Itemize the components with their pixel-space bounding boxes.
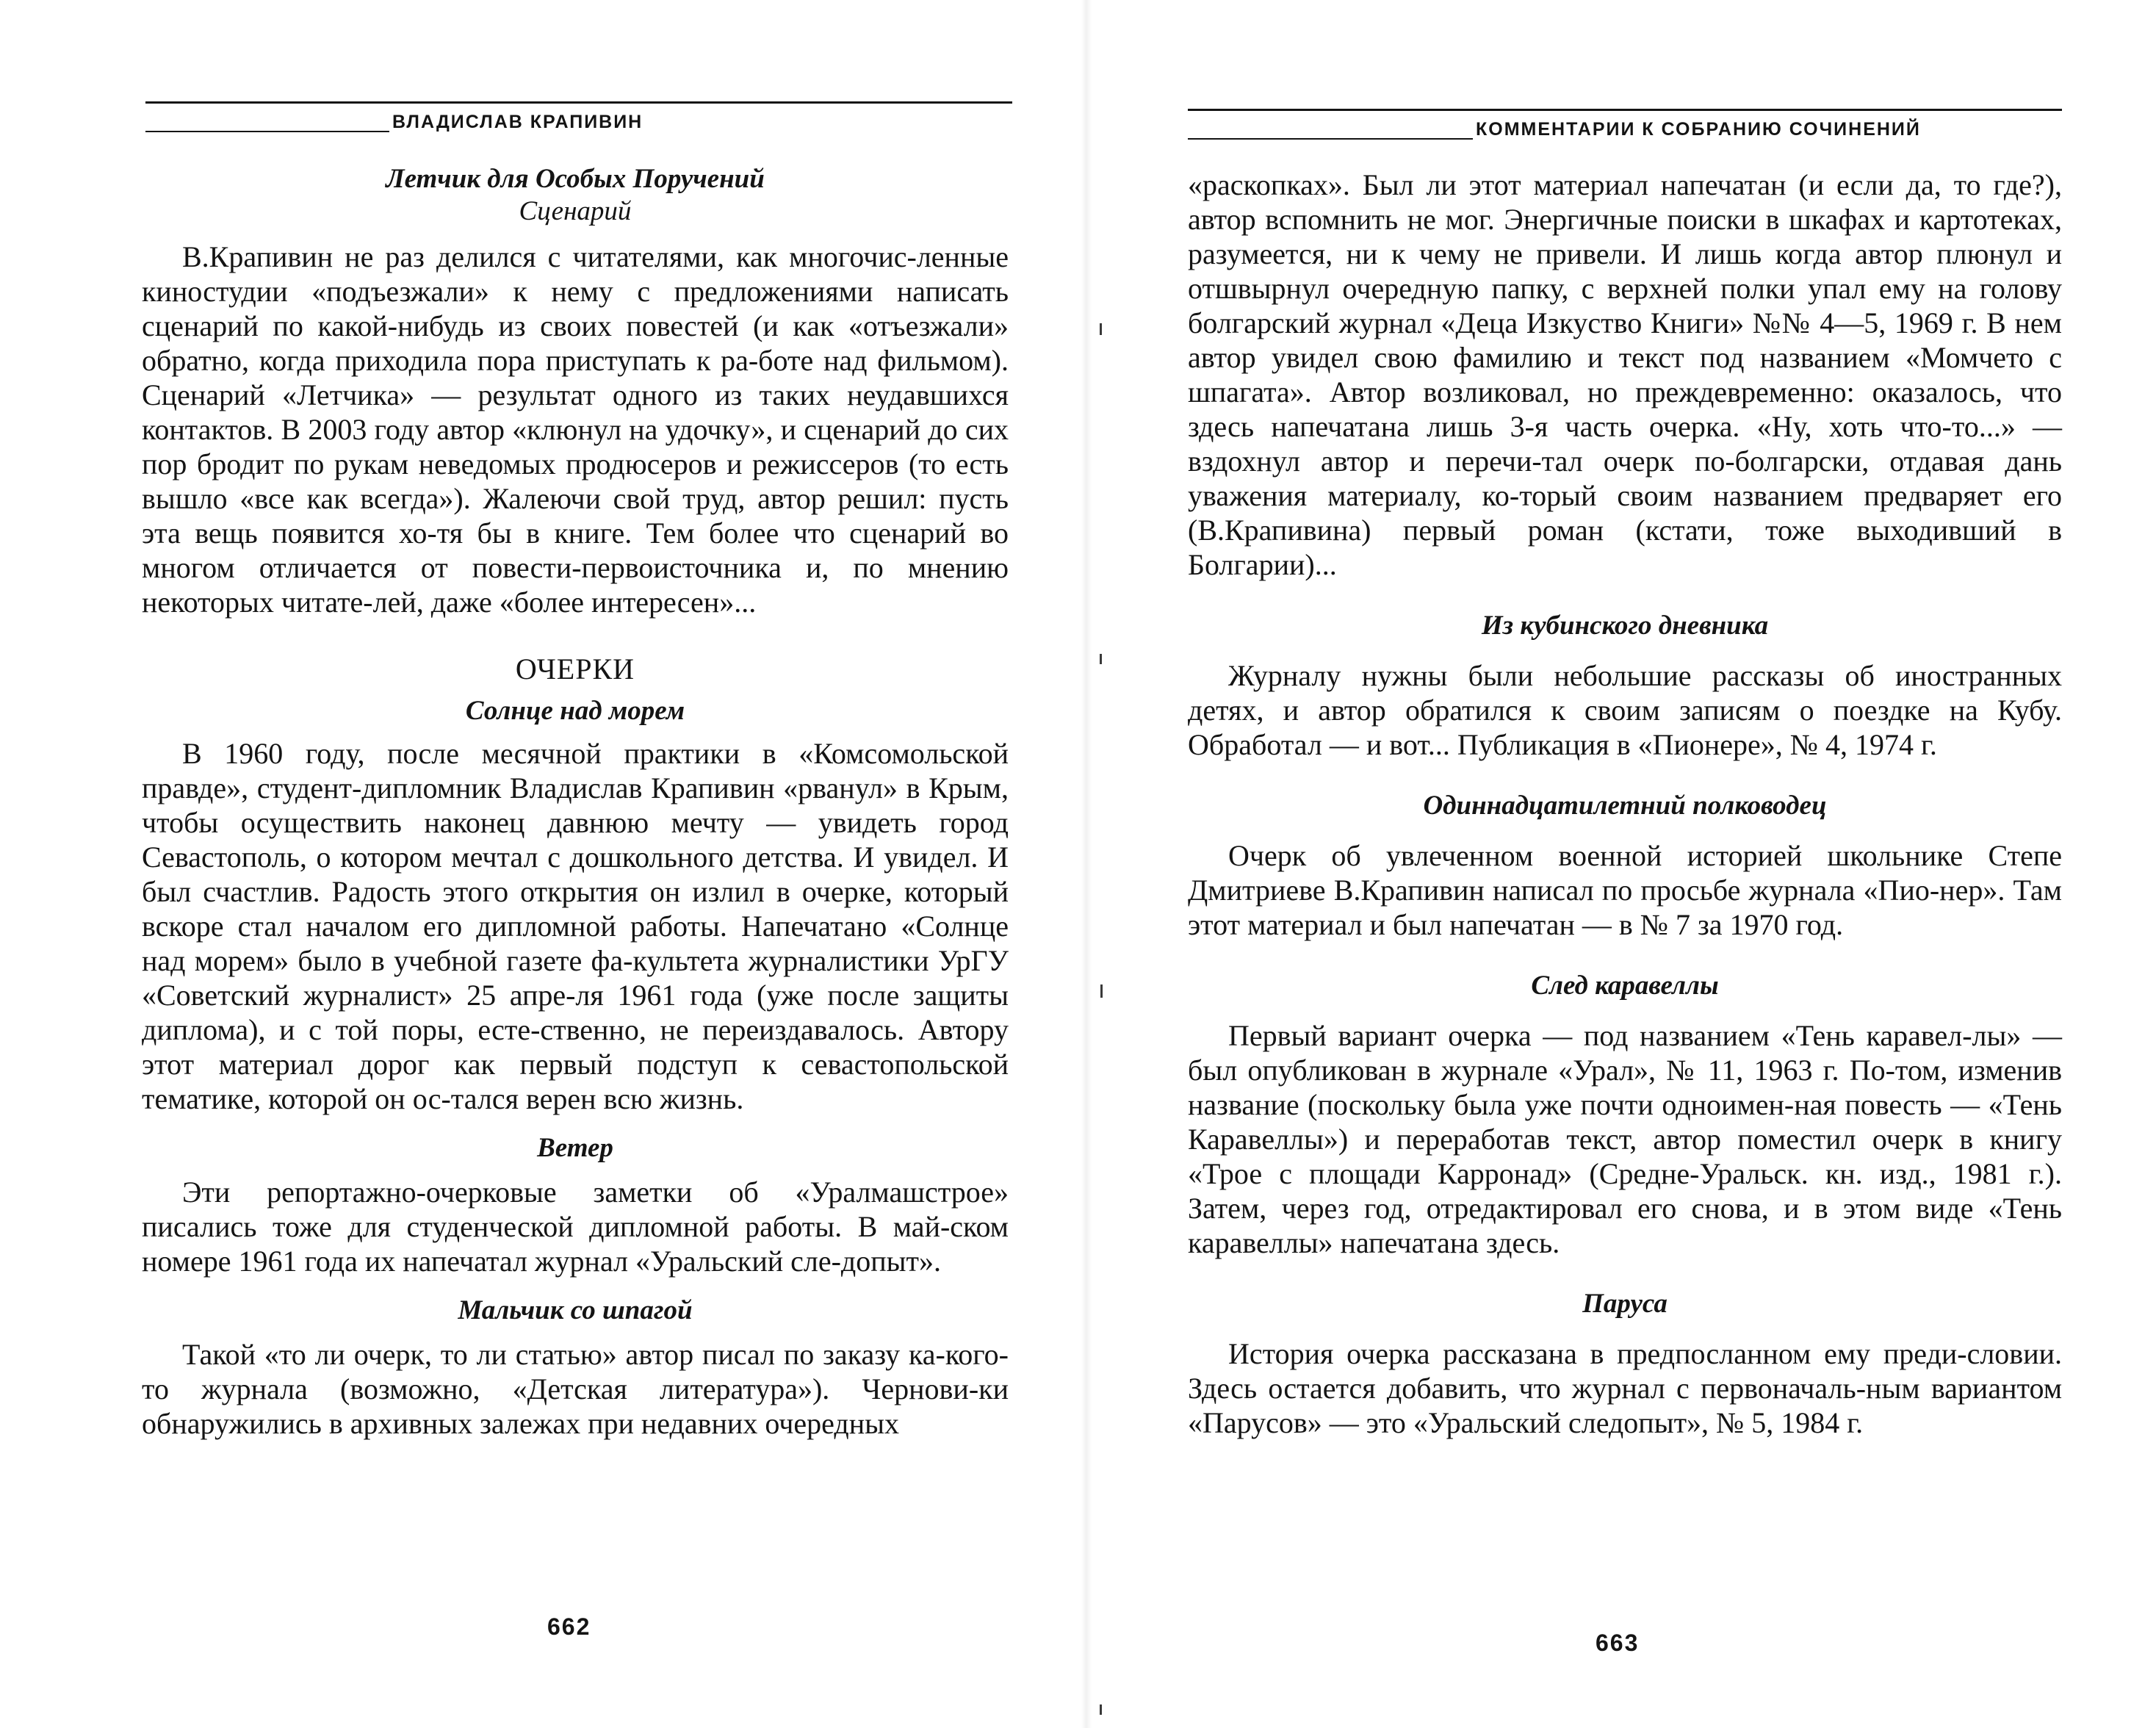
section-heading: Из кубинского дневника — [1481, 611, 1769, 641]
section-heading: След каравеллы — [1531, 971, 1719, 1001]
left-page — [0, 0, 1072, 1728]
section-heading: Ветер — [537, 1133, 613, 1163]
running-header-text: КОММЕНТАРИИ К СОБРАНИЮ СОЧИНЕНИЙ — [1476, 119, 1921, 140]
paragraph: Эти репортажно-очерковые заметки об «Уралмашстрое» писались тоже для студенческой дипломной работы. В май-ском номере 1961 года их напечатал журнал «Уральский сле-допыт». — [142, 1176, 1009, 1278]
section-heading: Мальчик со шпагой — [458, 1295, 693, 1325]
running-header-text: ВЛАДИСЛАВ КРАПИВИН — [392, 112, 643, 132]
section-heading: Одиннадцатилетний полководец — [1423, 791, 1827, 821]
header-rule-short — [145, 131, 389, 132]
paragraph: Очерк об увлеченном военной историей школьнике Степе Дмитриеве В.Крапивин написал по просьбе журнала «Пио-нер». Там этот материал и был напечатан — в № 7 за 1970 год. — [1188, 839, 2062, 941]
paragraph: В.Крапивин не раз делился с читателями, как многочис-ленные киностудии «подъезжали» к нему с предложениями написать сценарий по какой-нибудь из своих повестей (и как «отъезжали» обратно, когда приходила пора приступать к ра-боте над фильмом). Сценарий «Летчика» — результат одного из таких неудавшихся контактов. В 2003 году автор «клюнул на удочку», и сценарий до сих пор бродит по рукам неведомых продюсеров и режиссеров (то есть вышло «все как всегда»). Жалеючи свой труд, автор решил: пусть эта вещь появится хо-тя бы в книге. Тем более что сценарий во многом отличается от повести-первоисточника и, по мнению некоторых читате-лей, даже «более интересен»... — [142, 240, 1009, 619]
section-subheading: Сценарий — [519, 196, 632, 226]
header-rule-short — [1188, 138, 1473, 140]
running-header — [145, 101, 1012, 138]
section-heading: Солнце над морем — [465, 696, 685, 726]
running-header — [1188, 109, 2062, 145]
right-column — [1188, 168, 2062, 1440]
paragraph: Такой «то ли очерк, то ли статью» автор писал по заказу ка-кого-то журнала (возможно, «Детская литература»). Чернови-ки обнаружились в архивных залежах при недавних очередных — [142, 1338, 1009, 1440]
page-number: 662 — [547, 1613, 591, 1640]
paragraph: Первый вариант очерка — под названием «Тень каравел-лы» — был опубликован в журнале «Урал», № 11, 1963 г. По-том, изменив название (поскольку была уже почти одноимен-ная повесть — «Тень Каравеллы») и переработав текст, автор поместил очерк в книгу «Трое с площади Карронад» (Средне-Уральск. кн. изд., 1981 г.). Затем, через год, отредактировал его снова, и в этом виде «Тень каравеллы» напечатана здесь. — [1188, 1019, 2062, 1259]
paragraph: Журналу нужны были небольшие рассказы об иностранных детях, и автор обратился к своим записям о поездке на Кубу. Обработал — и вот... Публикация в «Пионере», № 4, 1974 г. — [1188, 659, 2062, 761]
section-heading: Паруса — [1582, 1289, 1668, 1319]
section-heading: Летчик для Особых Поручений — [386, 164, 765, 194]
paragraph: «раскопках». Был ли этот материал напечатан (и если да, то где?), автор вспомнить не мог. Энергичные поиски в шкафах и картотеках, разумеется, ни к чему не привели. И лишь когда автор плюнул и отшвырнул очередную папку, с верхней полки упал ему на голову болгарский журнал «Деца Изкуство Книги» №№ 4—5, 1969 г. В нем автор увидел свою фамилию и текст под названием «Момчето с шпагата». Автор возликовал, но преждевременно: оказалось, что здесь напечатана лишь 3-я часть очерка. «Ну, хоть что-то...» — вздохнул автор и перечи-тал очерк по-болгарски, отдавая дань уважения материалу, ко-торый своим названием предваряет его (В.Крапивина) первый роман (кстати, тоже выходивший в Болгарии)... — [1188, 168, 2062, 581]
right-page — [1087, 0, 2156, 1728]
header-rule — [1188, 109, 2062, 111]
left-column — [142, 163, 1009, 1441]
section-title: ОЧЕРКИ — [515, 652, 635, 685]
header-rule — [145, 101, 1012, 104]
page-number: 663 — [1596, 1630, 1640, 1656]
paragraph: В 1960 году, после месячной практики в «Комсомольской правде», студент-дипломник Владислав Крапивин «рванул» в Крым, чтобы осуществить наконец давнюю мечту — увидеть город Севастополь, о котором мечтал с дошкольного детства. И увидел. И был счастлив. Радость этого открытия он излил в очерке, который вскоре стал началом его дипломной работы. Напечатано «Солнце над морем» было в учебной газете фа-культета журналистики УрГУ «Советский журналист» 25 апре-ля 1961 года (уже после защиты диплома), и с той поры, есте-ственно, не переиздавалось. Автору этот материал дорог как первый подступ к севастопольской тематике, которой он ос-тался верен всю жизнь. — [142, 737, 1009, 1115]
paragraph: История очерка рассказана в предпосланном ему преди-словии. Здесь остается добавить, что журнал с первоначаль-ным вариантом «Парусов» — это «Уральский следопыт», № 5, 1984 г. — [1188, 1337, 2062, 1439]
